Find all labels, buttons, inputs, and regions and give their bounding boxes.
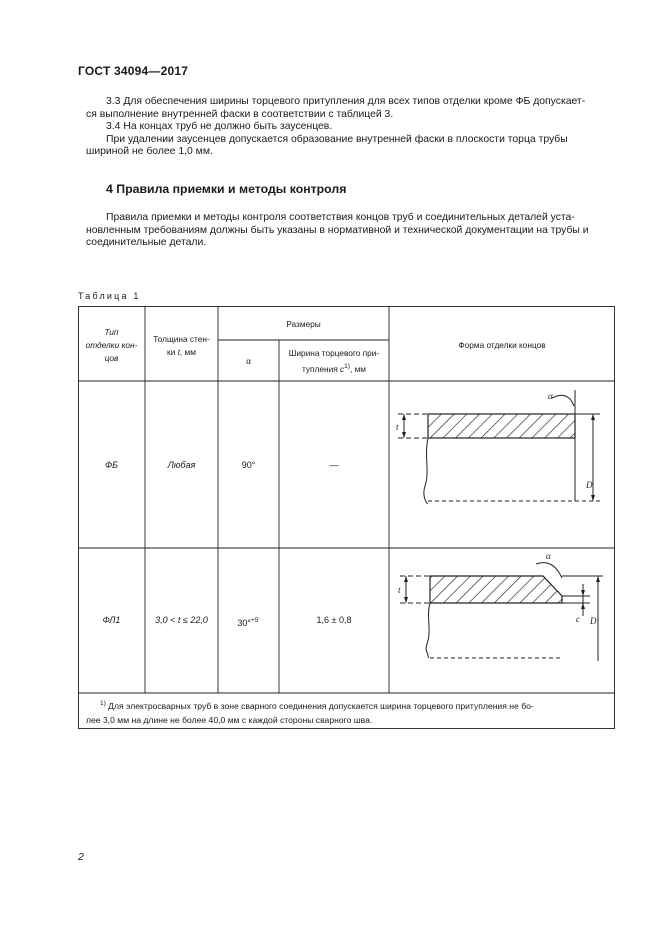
row2-width: 1,6 ± 0,8 bbox=[316, 615, 352, 625]
page-number: 2 bbox=[78, 851, 84, 863]
header-width-line: тупления $с^{1)}$, мм bbox=[302, 363, 366, 374]
footnote-line: $^{1)}$ Для электросварных труб в зоне сварного соединения допускается ширина торцевого притупления не бо- bbox=[100, 700, 534, 711]
text-line: 3.3 Для обеспечения ширины торцевого притупления для всех типов отделки кроме ФБ допускает- bbox=[106, 96, 586, 107]
footnote-line: лее 3,0 мм на длине не более 40,0 мм с каждой стороны сварного шва. bbox=[86, 714, 373, 725]
header-thickness-line: Толщина стен- bbox=[153, 334, 210, 344]
header-type-line: отделки кон- bbox=[85, 340, 138, 350]
paragraph-3-3 bbox=[86, 96, 614, 159]
row1-type: ФБ bbox=[104, 460, 118, 470]
text-line: новленным требованиям должны быть указаны в нормативной и технической документации на трубы и bbox=[86, 224, 589, 236]
label-D: D bbox=[586, 480, 593, 490]
label-c: c bbox=[576, 614, 580, 624]
label-alpha-2: α bbox=[546, 551, 551, 561]
text-line: При удалении заусенцев допускается образование внутренней фаски в плоскости торца трубы bbox=[106, 133, 568, 145]
text-line: Правила приемки и методы контроля соответствия концов труб и соединительных деталей уста- bbox=[106, 212, 575, 223]
header-alpha: α bbox=[246, 356, 251, 366]
label-t-2: t bbox=[398, 585, 401, 595]
page-header: ГОСТ 34094—2017 bbox=[78, 64, 189, 78]
header-type-line: цов bbox=[104, 353, 119, 363]
label-t: t bbox=[396, 422, 399, 432]
row2-alpha: 30°$^{+5'}$ bbox=[237, 617, 260, 628]
paragraph-section-4 bbox=[86, 212, 614, 250]
row1-width: — bbox=[329, 460, 339, 470]
label-alpha: α bbox=[548, 391, 553, 401]
table-caption: Таблица 1 bbox=[78, 291, 141, 301]
text-line: шириной не более 1,0 мм. bbox=[86, 146, 213, 158]
row2-thickness: 3,0 < t ≤ 22,0 bbox=[155, 615, 208, 625]
row1-thickness: Любая bbox=[167, 460, 196, 470]
row1-alpha: 90° bbox=[241, 460, 256, 470]
table-footnote bbox=[86, 697, 606, 727]
section-title: 4 Правила приемки и методы контроля bbox=[106, 182, 347, 196]
table-1 bbox=[78, 306, 615, 729]
header-width-line: Ширина торцевого при- bbox=[288, 348, 380, 358]
header-sizes: Размеры bbox=[286, 319, 321, 329]
label-D-2: D bbox=[590, 616, 597, 626]
row2-type: ФЛ1 bbox=[102, 615, 121, 625]
header-form: Форма отделки концов bbox=[458, 340, 546, 350]
header-type-line: Тип bbox=[104, 327, 119, 337]
text-line: соединительные детали. bbox=[86, 237, 207, 249]
text-line: ся выполнение внутренней фаски в соответствии с таблицей 3. bbox=[86, 108, 394, 120]
text-line: 3.4 На концах труб не должно быть заусенцев. bbox=[106, 121, 333, 133]
diagram-fl1 bbox=[78, 306, 615, 729]
header-thickness-line: ки t, мм bbox=[167, 347, 196, 357]
